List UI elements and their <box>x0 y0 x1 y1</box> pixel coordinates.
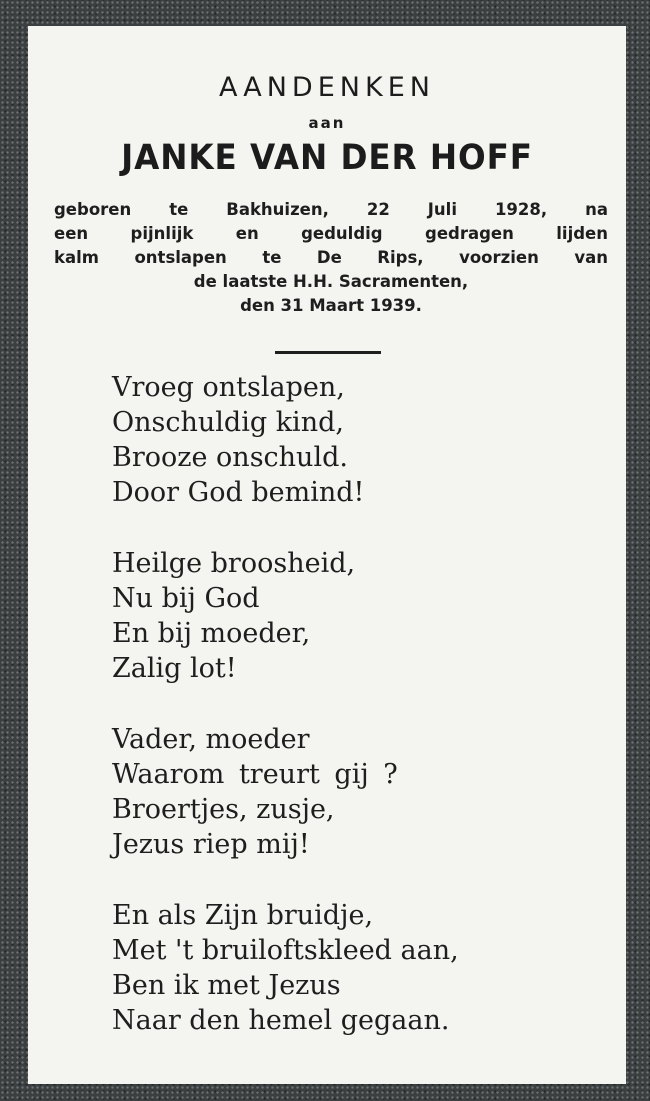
poem-line: Broertjes, zusje, <box>112 794 335 825</box>
poem-line: Heilge broosheid, <box>112 548 356 579</box>
poem-stanza <box>112 546 459 686</box>
poem-line: Jezus riep mij! <box>112 829 310 860</box>
poem-line: Nu bij God <box>112 583 260 614</box>
biography-line: de laatste H.H. Sacramenten, <box>193 272 469 291</box>
poem-line: En bij moeder, <box>112 618 311 649</box>
poem-line: Waarom treurt gij ? <box>112 759 398 790</box>
poem-line: Met 't bruiloftskleed aan, <box>112 935 459 966</box>
poem-line: Vroeg ontslapen, <box>112 372 345 403</box>
poem-stanza <box>112 370 459 510</box>
poem-line: Naar den hemel gegaan. <box>112 1005 450 1036</box>
card-heading: AANDENKEN <box>219 72 435 103</box>
biography-line: een pijnlijk en geduldig gedragen lijden <box>54 224 608 243</box>
poem-line: Zalig lot! <box>112 653 237 684</box>
card-subheading: aan <box>308 114 346 132</box>
poem-stanza <box>112 722 459 862</box>
poem-line: Brooze onschuld. <box>112 442 348 473</box>
biography <box>54 198 608 318</box>
biography-line: den 31 Maart 1939. <box>240 296 422 315</box>
poem-line: En als Zijn bruidje, <box>112 900 374 931</box>
poem-stanza <box>112 898 459 1038</box>
biography-line: kalm ontslapen te De Rips, voorzien van <box>54 248 608 267</box>
biography-line: geboren te Bakhuizen, 22 Juli 1928, na <box>54 200 608 219</box>
poem <box>112 370 459 1074</box>
memorial-card <box>28 26 626 1084</box>
poem-line: Vader, moeder <box>112 724 310 755</box>
deceased-name: JANKE VAN DER HOFF <box>121 138 533 178</box>
poem-line: Ben ik met Jezus <box>112 970 341 1001</box>
poem-line: Onschuldig kind, <box>112 407 344 438</box>
divider <box>275 351 381 354</box>
poem-line: Door God bemind! <box>112 477 365 508</box>
